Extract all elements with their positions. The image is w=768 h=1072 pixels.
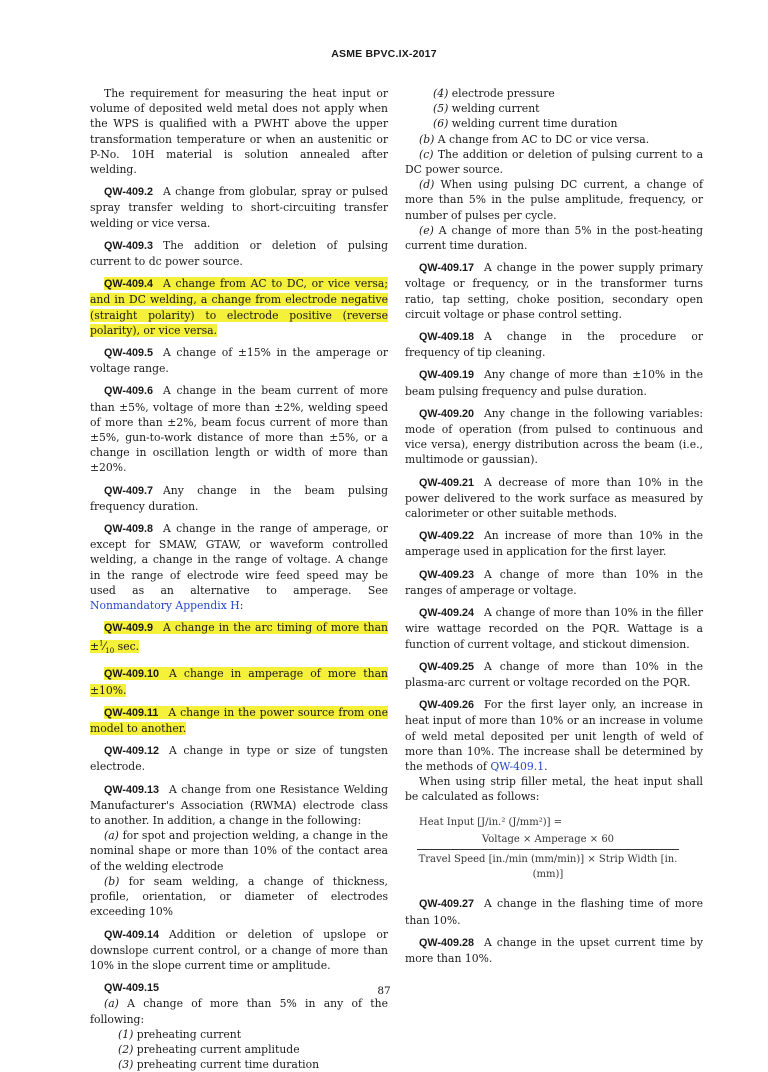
list-item — [405, 116, 703, 131]
para-qw-409-26 — [405, 697, 703, 774]
label-c: (c) — [419, 147, 434, 161]
code-qw-409-19: QW-409.19 — [419, 369, 474, 382]
text-qw-409-26-end: . — [544, 759, 548, 773]
code-qw-409-2: QW-409.2 — [104, 186, 153, 199]
item-text: welding current time duration — [451, 117, 618, 131]
label-e: (e) — [419, 223, 434, 237]
para-qw-409-28 — [405, 935, 703, 966]
text-qw-409-15-a: A change of more than 5% in any of the following: — [90, 997, 388, 1026]
text-qw-409-20: Any change in the following variables: mode of operation (from pulsed to continuous and vice versa), energy distribution across the beam (i.e., multimode or gaussian). — [405, 406, 703, 467]
text-qw-409-24: A change of more than 10% in the filler wire wattage recorded on the PQR. Wattage is a function of current voltage, and stickout dimension. — [405, 606, 703, 651]
code-qw-409-9: QW-409.9 — [104, 622, 153, 635]
item-number: (2) — [118, 1042, 134, 1056]
text-qw-409-28: A change in the upset current time by more than 10%. — [405, 935, 703, 965]
text-qw-409-25: A change of more than 10% in the plasma-arc current or voltage recorded on the PQR. — [405, 659, 703, 689]
fraction-numerator: 1 — [99, 639, 104, 648]
para-qw-409-18 — [405, 329, 703, 360]
para-qw-409-14 — [90, 927, 388, 974]
label-b: (b) — [419, 132, 435, 146]
code-qw-409-8: QW-409.8 — [104, 523, 153, 536]
para-d — [405, 177, 703, 223]
item-text: electrode pressure — [451, 87, 555, 100]
para-qw-409-13-a — [90, 828, 388, 874]
text-qw-409-13: A change from one Resistance Welding Manufacturer's Association (RWMA) electrode class to another. In addition, a change in the following: — [90, 782, 388, 828]
intro-paragraph: The requirement for measuring the heat input or volume of deposited weld metal does not apply when the WPS is qualified with a PWHT above the upper transformation temperature or when an austenitic or P-No. 10H material is solution annealed after welding. — [90, 87, 388, 177]
text-qw-409-13-b: for seam welding, a change of thickness, profile, orientation, or diameter of electrodes exceeding 10% — [90, 874, 388, 919]
item-text: welding current — [451, 102, 540, 116]
text-qw-409-2: A change from globular, spray or pulsed spray transfer welding to short-circuiting transfer welding or vice versa. — [90, 185, 388, 230]
para-qw-409-2 — [90, 184, 388, 231]
para-qw-409-17 — [405, 260, 703, 322]
para-c — [405, 147, 703, 177]
para-qw-409-10 — [90, 666, 388, 697]
code-qw-409-6: QW-409.6 — [104, 385, 153, 398]
text-qw-409-8-end: : — [239, 599, 244, 613]
para-qw-409-13-b — [90, 874, 388, 920]
text-qw-409-12: A change in type or size of tungsten electrode. — [90, 744, 388, 774]
text-e: A change of more than 5% in the post-heating current time duration. — [405, 223, 703, 253]
heat-input-formula — [417, 815, 685, 883]
item-text: preheating current amplitude — [136, 1042, 300, 1056]
para-qw-409-22 — [405, 528, 703, 559]
list-item — [90, 1042, 388, 1057]
para-qw-409-21 — [405, 475, 703, 522]
label-a: (a) — [104, 829, 119, 843]
text-qw-409-3: The addition or deletion of pulsing current to dc power source. — [90, 238, 388, 269]
list-item — [90, 1057, 388, 1072]
text-qw-409-17: A change in the power supply primary voltage or frequency, or in the transformer turns ratio, tap setting, choke position, secondary open circuit voltage or phase control setting. — [405, 261, 703, 321]
para-qw-409-12 — [90, 743, 388, 774]
code-qw-409-21: QW-409.21 — [419, 476, 474, 489]
para-qw-409-25 — [405, 659, 703, 690]
text-qw-409-21: A decrease of more than 10% in the power delivered to the work surface as measured by calorimeter or other suitable methods. — [405, 475, 703, 521]
code-qw-409-22: QW-409.22 — [419, 530, 474, 543]
para-qw-409-3 — [90, 238, 388, 269]
item-number: (4) — [433, 87, 449, 100]
text-qw-409-7: Any change in the beam pulsing frequency duration. — [90, 483, 388, 513]
para-qw-409-19 — [405, 367, 703, 398]
para-qw-409-15-a — [90, 996, 388, 1026]
list-item — [405, 101, 703, 116]
para-qw-409-9: QW-409.9 A change in the arc timing of more than $\pm^1⁄_{10}$ sec. — [90, 621, 388, 656]
text-qw-409-26: For the first layer only, an increase in heat input of more than 10% or an increase in volume of weld metal deposited per unit length of weld of more than 10%. The increase shall be determined by the methods of — [405, 698, 703, 773]
code-qw-409-26: QW-409.26 — [419, 699, 474, 712]
text-qw-409-9: A change in the arc timing of more than ± — [90, 621, 388, 654]
code-qw-409-13: QW-409.13 — [104, 783, 159, 796]
code-qw-409-28: QW-409.28 — [419, 936, 474, 949]
para-qw-409-13 — [90, 782, 388, 829]
code-qw-409-12: QW-409.12 — [104, 745, 159, 758]
label-b: (b) — [104, 874, 120, 888]
text-c: The addition or deletion of pulsing current to a DC power source. — [405, 147, 704, 177]
running-header: ASME BPVC.IX-2017 — [331, 48, 437, 60]
text-qw-409-23: A change of more than 10% in the ranges of amperage or voltage. — [405, 567, 703, 597]
item-number: (5) — [433, 102, 449, 116]
text-qw-409-27: A change in the flashing time of more than 10%. — [405, 897, 703, 927]
list-item — [405, 86, 703, 101]
text-qw-409-14: Addition or deletion of upslope or downslope current control, or a change of more than 10% in the slope current time or amplitude. — [90, 927, 388, 972]
item-number: (3) — [118, 1058, 134, 1072]
code-qw-409-23: QW-409.23 — [419, 568, 474, 581]
code-qw-409-5: QW-409.5 — [104, 347, 153, 360]
para-qw-409-8 — [90, 521, 388, 613]
text-qw-409-13-a: for spot and projection welding, a change in the nominal shape or more than 10% of the contact area of the welding electrode — [90, 829, 388, 873]
label-d: (d) — [419, 178, 435, 192]
text-qw-409-8: A change in the range of amperage, or except for SMAW, GTAW, or waveform controlled welding, a change in the range of voltage. A change in the range of electrode wire feed speed may be used as an alternative to amperage. See — [90, 522, 388, 597]
para-qw-409-11 — [90, 705, 388, 736]
strip-filler-paragraph: When using strip filler metal, the heat input shall be calculated as follows: — [405, 775, 703, 804]
para-qw-409-23 — [405, 567, 703, 598]
code-qw-409-7: QW-409.7 — [104, 484, 153, 497]
text-qw-409-10: A change in amperage of more than ±10%. — [90, 667, 388, 697]
left-column — [90, 86, 388, 1072]
code-qw-409-15: QW-409.15 — [104, 982, 159, 995]
para-b — [405, 132, 703, 147]
page-number: 87 — [377, 985, 391, 997]
para-qw-409-7 — [90, 483, 388, 514]
code-qw-409-14: QW-409.14 — [104, 928, 159, 941]
code-qw-409-24: QW-409.24 — [419, 607, 474, 620]
text-qw-409-9-end: sec. — [114, 640, 140, 654]
text-b: A change from AC to DC or vice versa. — [437, 132, 650, 146]
text-qw-409-6: A change in the beam current of more than ±5%, voltage of more than ±2%, welding speed of more than ±2%, beam focus current of more than ±5%, gun-to-work distance of more than ±5%, or a change in oscillation length or width of more than ±20%. — [90, 384, 388, 475]
text-qw-409-22: An increase of more than 10% in the amperage used in application for the first layer. — [405, 529, 703, 559]
code-qw-409-25: QW-409.25 — [419, 660, 474, 673]
formula-lhs: Heat Input [J/in.² (J/mm²)] = — [419, 816, 563, 828]
code-qw-409-27: QW-409.27 — [419, 898, 474, 911]
text-d: When using pulsing DC current, a change of more than 5% in the pulse amplitude, frequency, or number of pulses per cycle. — [405, 178, 704, 222]
item-text: preheating current — [136, 1027, 242, 1041]
item-number: (6) — [433, 117, 449, 131]
para-e — [405, 223, 703, 253]
code-qw-409-11: QW-409.11 — [104, 706, 159, 719]
link-qw-409-1[interactable]: QW-409.1 — [490, 759, 545, 773]
text-qw-409-4: A change from AC to DC, or vice versa; and in DC welding, a change from electrode negative (straight polarity) to electrode positive (reverse polarity), or vice versa. — [90, 277, 388, 337]
formula-numerator: Voltage × Amperage × 60 — [417, 830, 679, 850]
text-qw-409-19: Any change of more than ±10% in the beam pulsing frequency and pulse duration. — [405, 368, 703, 398]
code-qw-409-18: QW-409.18 — [419, 331, 474, 344]
text-qw-409-18: A change in the procedure or frequency of tip cleaning. — [405, 330, 703, 360]
item-text: preheating current time duration — [136, 1058, 320, 1072]
para-qw-409-24 — [405, 605, 703, 652]
code-qw-409-10: QW-409.10 — [104, 668, 159, 681]
formula-denominator: Travel Speed [in./min (mm/min)] × Strip Width [in. (mm)] — [418, 853, 678, 881]
para-qw-409-6 — [90, 383, 388, 475]
right-column — [405, 86, 703, 973]
para-qw-409-20 — [405, 406, 703, 468]
para-qw-409-4 — [90, 276, 388, 338]
link-nonmandatory-appendix-h[interactable]: Nonmandatory Appendix H — [90, 599, 240, 613]
item-number: (1) — [118, 1027, 134, 1041]
list-item — [90, 1027, 388, 1042]
code-qw-409-20: QW-409.20 — [419, 407, 474, 420]
fraction-denominator: 10 — [105, 647, 115, 656]
label-a: (a) — [104, 997, 119, 1011]
code-qw-409-3: QW-409.3 — [104, 239, 153, 252]
code-qw-409-17: QW-409.17 — [419, 262, 474, 275]
text-qw-409-5: A change of ±15% in the amperage or voltage range. — [90, 346, 388, 376]
text-qw-409-11: A change in the power source from one model to another. — [90, 705, 388, 736]
para-qw-409-5 — [90, 345, 388, 376]
para-qw-409-27 — [405, 896, 703, 927]
code-qw-409-4: QW-409.4 — [104, 278, 153, 291]
